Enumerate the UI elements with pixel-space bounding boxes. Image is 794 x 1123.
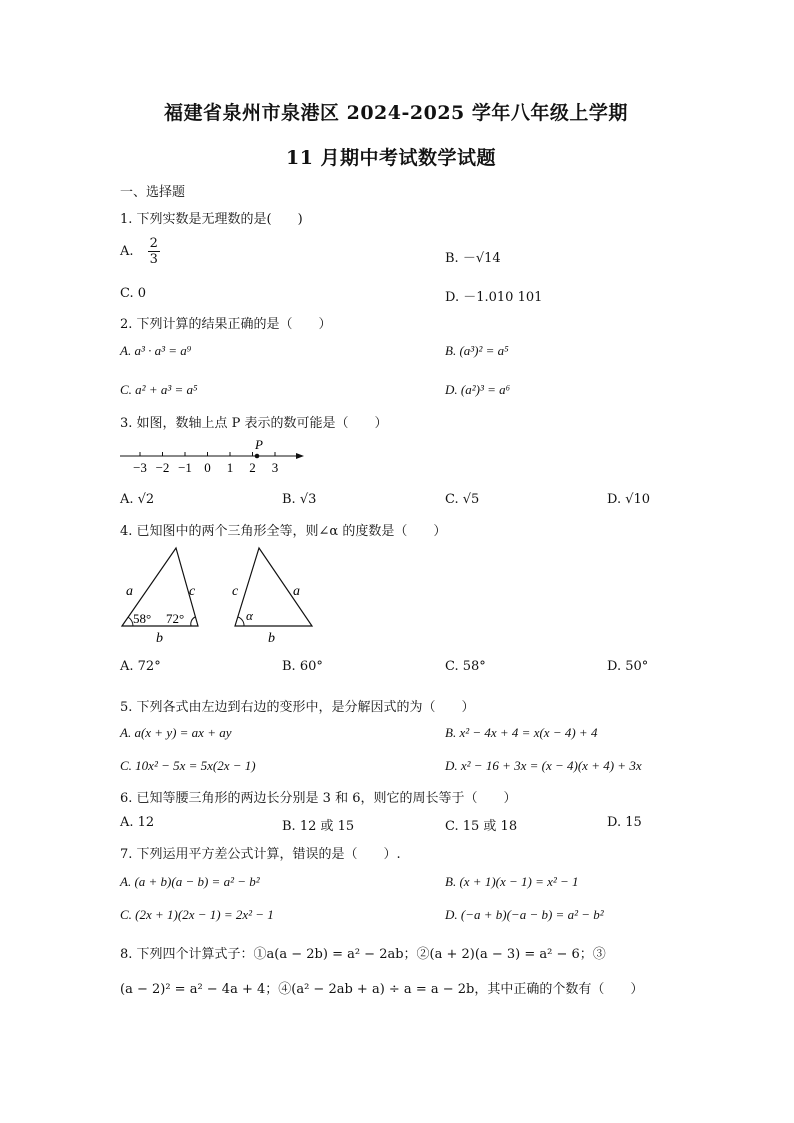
question-6-option-c: C. 15 或 18	[445, 819, 518, 834]
question-4-option-a: A. 72°	[120, 659, 161, 674]
question-8-line-2: (a − 2)² = a² − 4a + 4；④(a² − 2ab + a) ÷ a = a − 2b，其中正确的个数有（ ）	[120, 982, 644, 997]
question-5-option-b: B. x² − 4x + 4 = x(x − 4) + 4	[445, 725, 598, 740]
triangle-2-side-bottom: b	[268, 631, 275, 646]
question-1-stem: 1. 下列实数是无理数的是( )	[120, 212, 303, 227]
triangle-2	[232, 548, 312, 646]
question-4-option-d: D. 50°	[607, 659, 649, 674]
title-line-2: 11 月期中考试数学试题	[286, 147, 497, 169]
question-7-option-d: D. (−a + b)(−a − b) = a² − b²	[445, 907, 604, 922]
question-2-option-c: C. a² + a³ = a⁵	[120, 382, 198, 397]
number-line-tick-label: 1	[226, 460, 234, 475]
question-8-line-1: 8. 下列四个计算式子：①a(a − 2b) = a² − 2ab；②(a + 2)(a − 3) = a² − 6；③	[120, 947, 606, 962]
axis-arrow	[296, 453, 304, 459]
question-6-option-a: A. 12	[120, 815, 155, 830]
triangle-1-side-left: a	[126, 584, 133, 599]
question-5-option-a: A. a(x + y) = ax + ay	[120, 725, 232, 740]
number-line-tick-label: −1	[178, 460, 192, 475]
triangle-1-angle-right: 72°	[166, 611, 185, 626]
question-5-stem: 5. 下列各式由左边到右边的变形中，是分解因式的为（ ）	[120, 700, 475, 715]
point-p-label: P	[255, 437, 263, 452]
point-p-marker	[255, 454, 260, 459]
fraction-two-thirds	[148, 236, 160, 267]
question-3-option-c: C. √5	[445, 492, 480, 507]
question-5-option-c: C. 10x² − 5x = 5x(2x − 1)	[120, 758, 256, 773]
question-3-option-b: B. √3	[282, 492, 317, 507]
question-6-option-d: D. 15	[607, 815, 642, 830]
question-3-stem: 3. 如图，数轴上点 P 表示的数可能是（ ）	[120, 416, 388, 431]
question-2-option-b: B. (a³)² = a⁵	[445, 343, 509, 358]
fraction-denominator: 3	[149, 252, 158, 267]
section-heading: 一、选择题	[120, 185, 186, 200]
question-7-stem: 7. 下列运用平方差公式计算，错误的是（ ）.	[120, 847, 401, 862]
question-5-option-d: D. x² − 16 + 3x = (x − 4)(x + 4) + 3x	[445, 758, 642, 773]
question-3-option-d: D. √10	[607, 492, 651, 507]
number-line-tick-label: 3	[271, 460, 279, 475]
question-1-option-b: B. －√14	[445, 251, 501, 266]
question-2-option-a: A. a³ · a³ = a⁹	[120, 343, 192, 358]
triangle-2-angle-alpha: α	[246, 608, 253, 623]
triangles-figure	[116, 540, 326, 650]
question-1-option-d: D. －1.010 101	[445, 290, 543, 305]
question-4-stem: 4. 已知图中的两个三角形全等，则∠α 的度数是（ ）	[120, 524, 447, 539]
question-1-option-c: C. 0	[120, 286, 147, 301]
question-2-option-d: D. (a²)³ = a⁶	[445, 382, 511, 397]
question-6-option-b: B. 12 或 15	[282, 819, 355, 834]
triangle-1-side-bottom: b	[156, 631, 163, 646]
triangle-1-angle-right-arc	[191, 617, 195, 626]
triangle-1-side-right: c	[189, 584, 196, 599]
question-6-stem: 6. 已知等腰三角形的两边长分别是 3 和 6，则它的周长等于（ ）	[120, 791, 517, 806]
triangle-2-angle-arc	[238, 617, 244, 626]
number-line-tick-label: −3	[133, 460, 147, 475]
number-line-tick-label: 2	[249, 460, 256, 475]
title-line-1: 福建省泉州市泉港区 2024-2025 学年八年级上学期	[164, 102, 628, 124]
question-7-option-b: B. (x + 1)(x − 1) = x² − 1	[445, 874, 579, 889]
number-line-figure	[118, 436, 308, 478]
fraction-numerator: 2	[149, 236, 158, 251]
question-1-option-a	[120, 236, 160, 267]
triangle-1-angle-left: 58°	[133, 611, 152, 626]
question-7-option-c: C. (2x + 1)(2x − 1) = 2x² − 1	[120, 907, 274, 922]
triangle-2-side-right: a	[293, 584, 300, 599]
triangle-1	[122, 548, 198, 646]
question-2-stem: 2. 下列计算的结果正确的是（ ）	[120, 317, 332, 332]
question-3-option-a: A. √2	[120, 492, 155, 507]
triangle-2-side-left: c	[232, 584, 239, 599]
question-7-option-a: A. (a + b)(a − b) = a² − b²	[120, 874, 260, 889]
question-4-option-b: B. 60°	[282, 659, 323, 674]
question-4-option-c: C. 58°	[445, 659, 486, 674]
option-a-label: A.	[120, 244, 134, 259]
number-line-tick-label: −2	[155, 460, 170, 475]
number-line-tick-label: 0	[204, 460, 211, 475]
